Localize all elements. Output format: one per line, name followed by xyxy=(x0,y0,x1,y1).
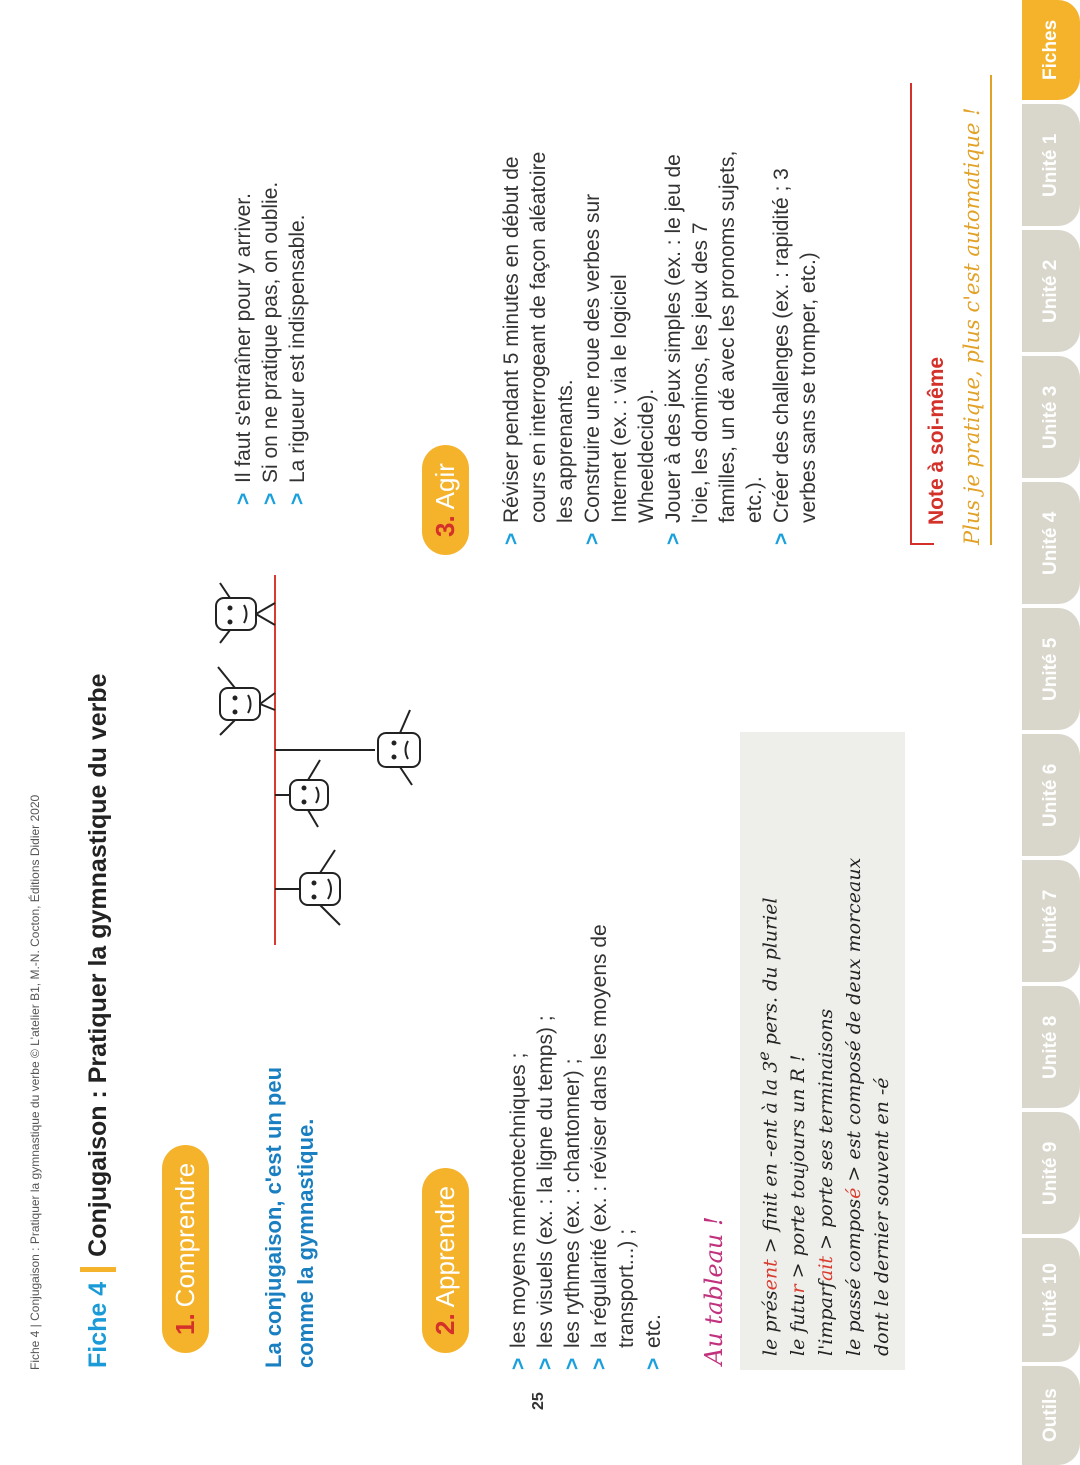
board-text: le prés xyxy=(759,1290,782,1356)
board-ending: r xyxy=(787,1284,810,1294)
section-agir-pill xyxy=(422,445,469,555)
list-item-text: les rythmes (ex. : chantonner) ; xyxy=(561,1058,584,1348)
tab-label: Unité 3 xyxy=(1040,385,1061,449)
comprendre-list xyxy=(230,85,311,505)
chevron-right-icon: > xyxy=(588,1357,611,1370)
board-text: > porte ses terminaisons xyxy=(815,1008,838,1256)
comprendre-lead xyxy=(258,948,322,1368)
list-item-text: Créer des challenges (ex. : rapidité ; 3 verbes sans se tromper, etc.) xyxy=(770,168,820,523)
list-item xyxy=(768,145,822,545)
fiche-title: Conjugaison : Pratiquer la gymnastique du verbe xyxy=(83,673,112,1257)
tab-unite-2[interactable] xyxy=(1022,230,1080,352)
apprendre-list xyxy=(505,870,667,1370)
note-text: Plus je pratique, plus c'est automatique ! xyxy=(960,107,984,545)
section-number: 2. xyxy=(430,1313,460,1335)
tab-outils[interactable] xyxy=(1022,1366,1080,1465)
chevron-right-icon: > xyxy=(286,492,309,505)
tab-unite-4[interactable] xyxy=(1022,482,1080,604)
list-item-text: Réviser pendant 5 minutes en début de cours en interrogeant de façon aléatoire les apprenants. xyxy=(500,151,577,523)
list-item xyxy=(640,870,667,1370)
gymnast-figure xyxy=(275,760,328,827)
page-caption: Fiche 4 | Conjugaison : Pratiquer la gymnastique du verbe © L'atelier B1, M.-N. Cocton, Éditions Didier 2020 xyxy=(28,794,42,1370)
list-item xyxy=(579,145,660,545)
chevron-right-icon: > xyxy=(662,532,685,545)
title-divider xyxy=(80,1267,116,1272)
board-text: le futu xyxy=(787,1293,810,1356)
tableau-title: Au tableau ! xyxy=(700,1216,728,1365)
tab-unite-3[interactable] xyxy=(1022,356,1080,478)
lead-line: comme la gymnastique. xyxy=(293,1118,318,1368)
tab-fiches[interactable] xyxy=(1022,0,1080,100)
gymnast-illustration xyxy=(190,565,450,945)
board-line xyxy=(840,746,868,1356)
list-item xyxy=(532,870,559,1370)
tab-label: Unité 8 xyxy=(1040,1015,1061,1079)
page-number: 25 xyxy=(530,1392,547,1410)
section-tabs xyxy=(1022,0,1080,1465)
list-item-text: les visuels (ex. : la ligne du temps) ; xyxy=(534,1015,557,1348)
gymnast-figure xyxy=(275,850,340,925)
list-item xyxy=(498,145,579,545)
list-item xyxy=(230,85,257,505)
section-number: 3. xyxy=(430,515,460,537)
tab-unite-10[interactable] xyxy=(1022,1238,1080,1362)
lead-line: La conjugaison, c'est un peu xyxy=(261,1066,286,1368)
chevron-right-icon: > xyxy=(259,492,282,505)
board-text: le passé compos xyxy=(843,1198,866,1356)
board-ending: ent xyxy=(759,1259,782,1291)
tab-label: Unité 4 xyxy=(1040,511,1061,575)
section-number: 1. xyxy=(170,1313,200,1335)
chevron-right-icon: > xyxy=(642,1357,665,1370)
tab-unite-5[interactable] xyxy=(1022,608,1080,730)
list-item xyxy=(505,870,532,1370)
board-text: > est composé de deux morceaux xyxy=(843,857,866,1188)
list-item-text: Si on ne pratique pas, on oublie. xyxy=(259,181,282,483)
tab-label: Fiches xyxy=(1040,19,1061,81)
board-line: dont le dernier souvent en -é xyxy=(871,1077,894,1356)
chevron-right-icon: > xyxy=(770,532,793,545)
section-label: Comprendre xyxy=(170,1162,200,1308)
board-line xyxy=(750,746,784,1356)
list-item-text: Jouer à des jeux simples (ex. : le jeu de l'oie, les dominos, les jeux des 7 familles, un dé avec les pronoms sujets, etc.). xyxy=(662,150,766,523)
list-item xyxy=(559,870,586,1370)
section-comprendre-pill xyxy=(162,1145,209,1353)
board-line xyxy=(784,746,812,1356)
list-item-text: Il faut s'entraîner pour y arriver. xyxy=(232,193,255,483)
list-item-text: etc. xyxy=(642,1314,665,1348)
chevron-right-icon: > xyxy=(561,1357,584,1370)
section-label: Agir xyxy=(430,463,460,510)
board-text: l'imparf xyxy=(815,1281,838,1356)
board-ending: ait xyxy=(815,1255,838,1281)
board-text: > porte toujours un R ! xyxy=(787,1054,810,1285)
gymnast-figure xyxy=(275,710,420,785)
tab-label: Unité 5 xyxy=(1040,637,1061,701)
note-title: Note à soi-même xyxy=(925,356,948,525)
list-item-text: Construire une roue des verbes sur Internet (ex. : via le logiciel Wheeldecide). xyxy=(581,193,658,523)
tab-label: Unité 1 xyxy=(1040,133,1061,197)
agir-list xyxy=(498,145,822,545)
tab-label: Unité 9 xyxy=(1040,1141,1061,1205)
chevron-right-icon: > xyxy=(500,532,523,545)
list-item-text: les moyens mnémotechniques ; xyxy=(507,1052,530,1348)
tab-label: Outils xyxy=(1040,1388,1061,1443)
tab-unite-7[interactable] xyxy=(1022,860,1080,982)
fiche-number: Fiche 4 xyxy=(83,1281,112,1368)
tab-unite-8[interactable] xyxy=(1022,986,1080,1108)
board-sup: e xyxy=(754,1051,773,1061)
list-item xyxy=(284,85,311,505)
chevron-right-icon: > xyxy=(507,1357,530,1370)
tab-label: Unité 2 xyxy=(1040,259,1061,323)
list-item xyxy=(660,145,768,545)
section-apprendre-pill xyxy=(422,1168,469,1353)
tableau-board xyxy=(740,732,905,1370)
board-ending: é xyxy=(843,1187,866,1199)
tab-label: Unité 6 xyxy=(1040,763,1061,827)
tab-unite-9[interactable] xyxy=(1022,1112,1080,1234)
board-text: pers. du pluriel xyxy=(759,897,782,1052)
chevron-right-icon: > xyxy=(581,532,604,545)
note-underline xyxy=(990,75,992,545)
chevron-right-icon: > xyxy=(534,1357,557,1370)
tab-label: Unité 7 xyxy=(1040,889,1061,953)
tab-unite-1[interactable] xyxy=(1022,104,1080,226)
list-item-text: la régularité (ex. : réviser dans les moyens de transport...) ; xyxy=(588,924,638,1348)
section-label: Apprendre xyxy=(430,1185,460,1308)
board-text: > finit en -ent à la 3 xyxy=(759,1060,782,1260)
list-item xyxy=(586,870,640,1370)
list-item-text: La rigueur est indispensable. xyxy=(286,214,309,483)
list-item xyxy=(257,85,284,505)
board-line xyxy=(812,746,840,1356)
gymnast-figure xyxy=(218,667,275,735)
gymnast-figure xyxy=(216,583,275,643)
chevron-right-icon: > xyxy=(232,492,255,505)
page-title xyxy=(80,673,116,1368)
tab-unite-6[interactable] xyxy=(1022,734,1080,856)
tab-label: Unité 10 xyxy=(1040,1263,1061,1337)
